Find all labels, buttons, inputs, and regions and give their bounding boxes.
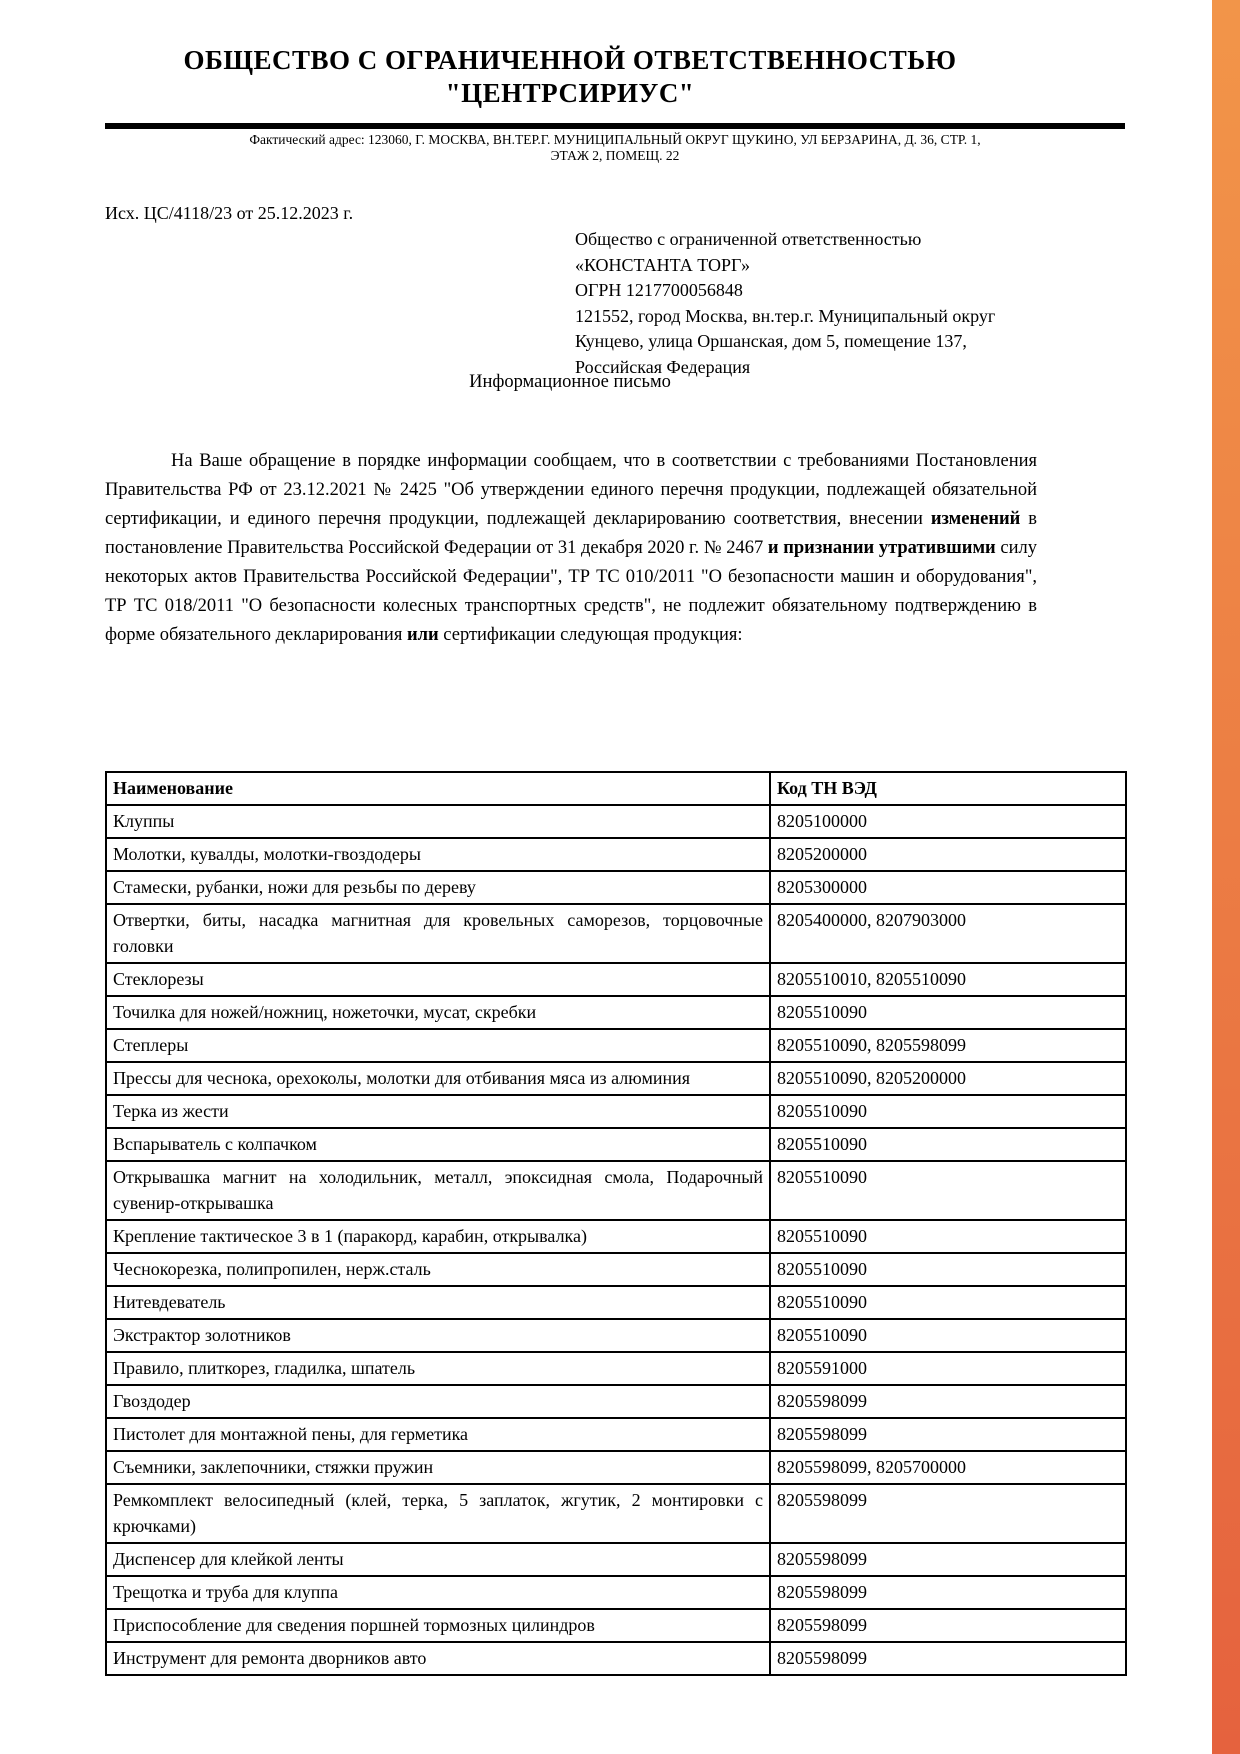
product-name-cell: Диспенсер для клейкой ленты [106,1543,770,1576]
product-name-cell: Экстрактор золотников [106,1319,770,1352]
recipient-line: Российская Федерация [575,356,751,377]
table-row [106,1609,1126,1642]
table-row [106,871,1126,904]
tnved-code-cell: 8205598099 [770,1484,1126,1543]
product-name-cell: Открывашка магнит на холодильник, металл, эпоксидная смола, Подарочный сувенир-открывашка [106,1161,770,1220]
body-text-segment: или [406,625,439,645]
product-name-cell: Стамески, рубанки, ножи для резьбы по дереву [106,871,770,904]
tnved-code-cell: 8205510090 [770,1253,1126,1286]
product-name-cell: Нитевдеватель [106,1286,770,1319]
product-name-cell: Степлеры [106,1029,770,1062]
table-row [106,963,1126,996]
table-row [106,1642,1126,1675]
table-row [106,996,1126,1029]
product-table-body [106,805,1126,1675]
tnved-code-cell: 8205598099, 8205700000 [770,1451,1126,1484]
tnved-code-cell: 8205400000, 8207903000 [770,904,1126,963]
product-name-cell: Точилка для ножей/ножниц, ножеточки, мусат, скребки [106,996,770,1029]
recipient-block [575,227,1045,380]
table-header-row [106,772,1126,805]
tnved-code-cell: 8205598099 [770,1642,1126,1675]
product-name-cell: Крепление тактическое 3 в 1 (паракорд, карабин, открывалка) [106,1220,770,1253]
table-header-code: Код ТН ВЭД [770,772,1126,805]
table-row [106,1576,1126,1609]
product-name-cell: Съемники, заклепочники, стяжки пружин [106,1451,770,1484]
product-name-cell: Молотки, кувалды, молотки-гвоздодеры [106,838,770,871]
recipient-line: ОГРН 1217700056848 [575,280,743,300]
recipient-line: «КОНСТАНТА ТОРГ» [575,254,750,275]
letterhead [105,44,1035,110]
tnved-code-cell: 8205598099 [770,1609,1126,1642]
table-row [106,838,1126,871]
product-name-cell: Прессы для чеснока, орехоколы, молотки для отбивания мяса из алюминия [106,1062,770,1095]
tnved-code-cell: 8205598099 [770,1418,1126,1451]
tnved-code-cell: 8205510090 [770,1128,1126,1161]
table-row [106,1253,1126,1286]
product-name-cell: Приспособление для сведения поршней тормозных цилиндров [106,1609,770,1642]
table-row [106,1161,1126,1220]
company-address-line1: Фактический адрес: 123060, Г. МОСКВА, ВН.ТЕР.Г. МУНИЦИПАЛЬНЫЙ ОКРУГ ЩУКИНО, УЛ БЕРЗАРИНА, Д. 36, СТР. 1, [249,132,981,147]
table-row [106,904,1126,963]
company-address-line2: ЭТАЖ 2, ПОМЕЩ. 22 [550,148,680,163]
body-text-segment: силу некоторых актов Правительства Российской Федерации", ТР ТС 010/2011 "О безопасности машин и оборудования", ТР ТС 018/2011 "О безопасности колесных транспортных средств", не подлежит обязательному подтверждению в форме обязательного декларирования [105,538,1037,645]
body-text-segment: сертификации следующая продукция: [438,625,743,645]
table-row [106,1352,1126,1385]
body-paragraph [105,447,1037,650]
accent-stripe [1212,0,1240,1754]
tnved-code-cell: 8205100000 [770,805,1126,838]
product-name-cell: Пистолет для монтажной пены, для герметика [106,1418,770,1451]
company-name-line2: "ЦЕНТРСИРИУС" [445,78,695,108]
product-table [105,771,1127,1676]
table-row [106,1319,1126,1352]
product-name-cell: Правило, плиткорез, гладилка, шпатель [106,1352,770,1385]
product-name-cell: Отвертки, биты, насадка магнитная для кровельных саморезов, торцовочные головки [106,904,770,963]
body-text-segment: в постановление Правительства Российской Федерации от 31 декабря 2020 г. № 2467 [105,509,1037,558]
table-row [106,1484,1126,1543]
body-text-segment: изменений [930,509,1021,529]
table-row [106,1095,1126,1128]
tnved-code-cell: 8205510010, 8205510090 [770,963,1126,996]
table-row [106,1029,1126,1062]
recipient-line: 121552, город Москва, вн.тер.г. Муниципальный округ [575,305,996,326]
tnved-code-cell: 8205300000 [770,871,1126,904]
table-header-name: Наименование [106,772,770,805]
tnved-code-cell: 8205510090 [770,996,1126,1029]
tnved-code-cell: 8205510090 [770,1095,1126,1128]
table-row [106,1451,1126,1484]
body-text-segment: и признании утратившими [767,538,996,558]
product-name-cell: Трещотка и труба для клуппа [106,1576,770,1609]
tnved-code-cell: 8205591000 [770,1352,1126,1385]
body-text-segment: На Ваше обращение в порядке информации сообщаем, что в соответствии с требованиями Постановления Правительства РФ от 23.12.2021 № 2425 "Об утверждении единого перечня продукции, подлежащей обязательной сертификации, и единого перечня продукции, подлежащей декларированию соответствия, внесении [105,451,1037,529]
tnved-code-cell: 8205510090 [770,1220,1126,1253]
table-row [106,1062,1126,1095]
header-rule [105,123,1125,129]
tnved-code-cell: 8205598099 [770,1576,1126,1609]
product-name-cell: Стеклорезы [106,963,770,996]
table-row [106,805,1126,838]
tnved-code-cell: 8205510090, 8205598099 [770,1029,1126,1062]
table-row [106,1418,1126,1451]
tnved-code-cell: 8205598099 [770,1385,1126,1418]
company-name-line1: ОБЩЕСТВО С ОГРАНИЧЕННОЙ ОТВЕТСТВЕННОСТЬЮ [183,45,957,75]
table-row [106,1128,1126,1161]
tnved-code-cell: 8205200000 [770,838,1126,871]
product-name-cell: Чеснокорезка, полипропилен, нерж.сталь [106,1253,770,1286]
tnved-code-cell: 8205598099 [770,1543,1126,1576]
outgoing-ref: Исх. ЦС/4118/23 от 25.12.2023 г. [105,203,354,223]
recipient-line: Общество с ограниченной ответственностью [575,229,922,249]
product-name-cell: Инструмент для ремонта дворников авто [106,1642,770,1675]
product-name-cell: Терка из жести [106,1095,770,1128]
product-name-cell: Клуппы [106,805,770,838]
tnved-code-cell: 8205510090, 8205200000 [770,1062,1126,1095]
table-row [106,1385,1126,1418]
recipient-line: Кунцево, улица Оршанская, дом 5, помещение 137, [575,331,967,351]
tnved-code-cell: 8205510090 [770,1286,1126,1319]
tnved-code-cell: 8205510090 [770,1161,1126,1220]
tnved-code-cell: 8205510090 [770,1319,1126,1352]
product-name-cell: Ремкомплект велосипедный (клей, терка, 5 заплаток, жгутик, 2 монтировки с крючками) [106,1484,770,1543]
product-name-cell: Гвоздодер [106,1385,770,1418]
table-row [106,1543,1126,1576]
table-row [106,1220,1126,1253]
product-name-cell: Вспарыватель с колпачком [106,1128,770,1161]
company-address [105,132,1125,164]
table-row [106,1286,1126,1319]
letter-title: Информационное письмо [469,372,671,392]
